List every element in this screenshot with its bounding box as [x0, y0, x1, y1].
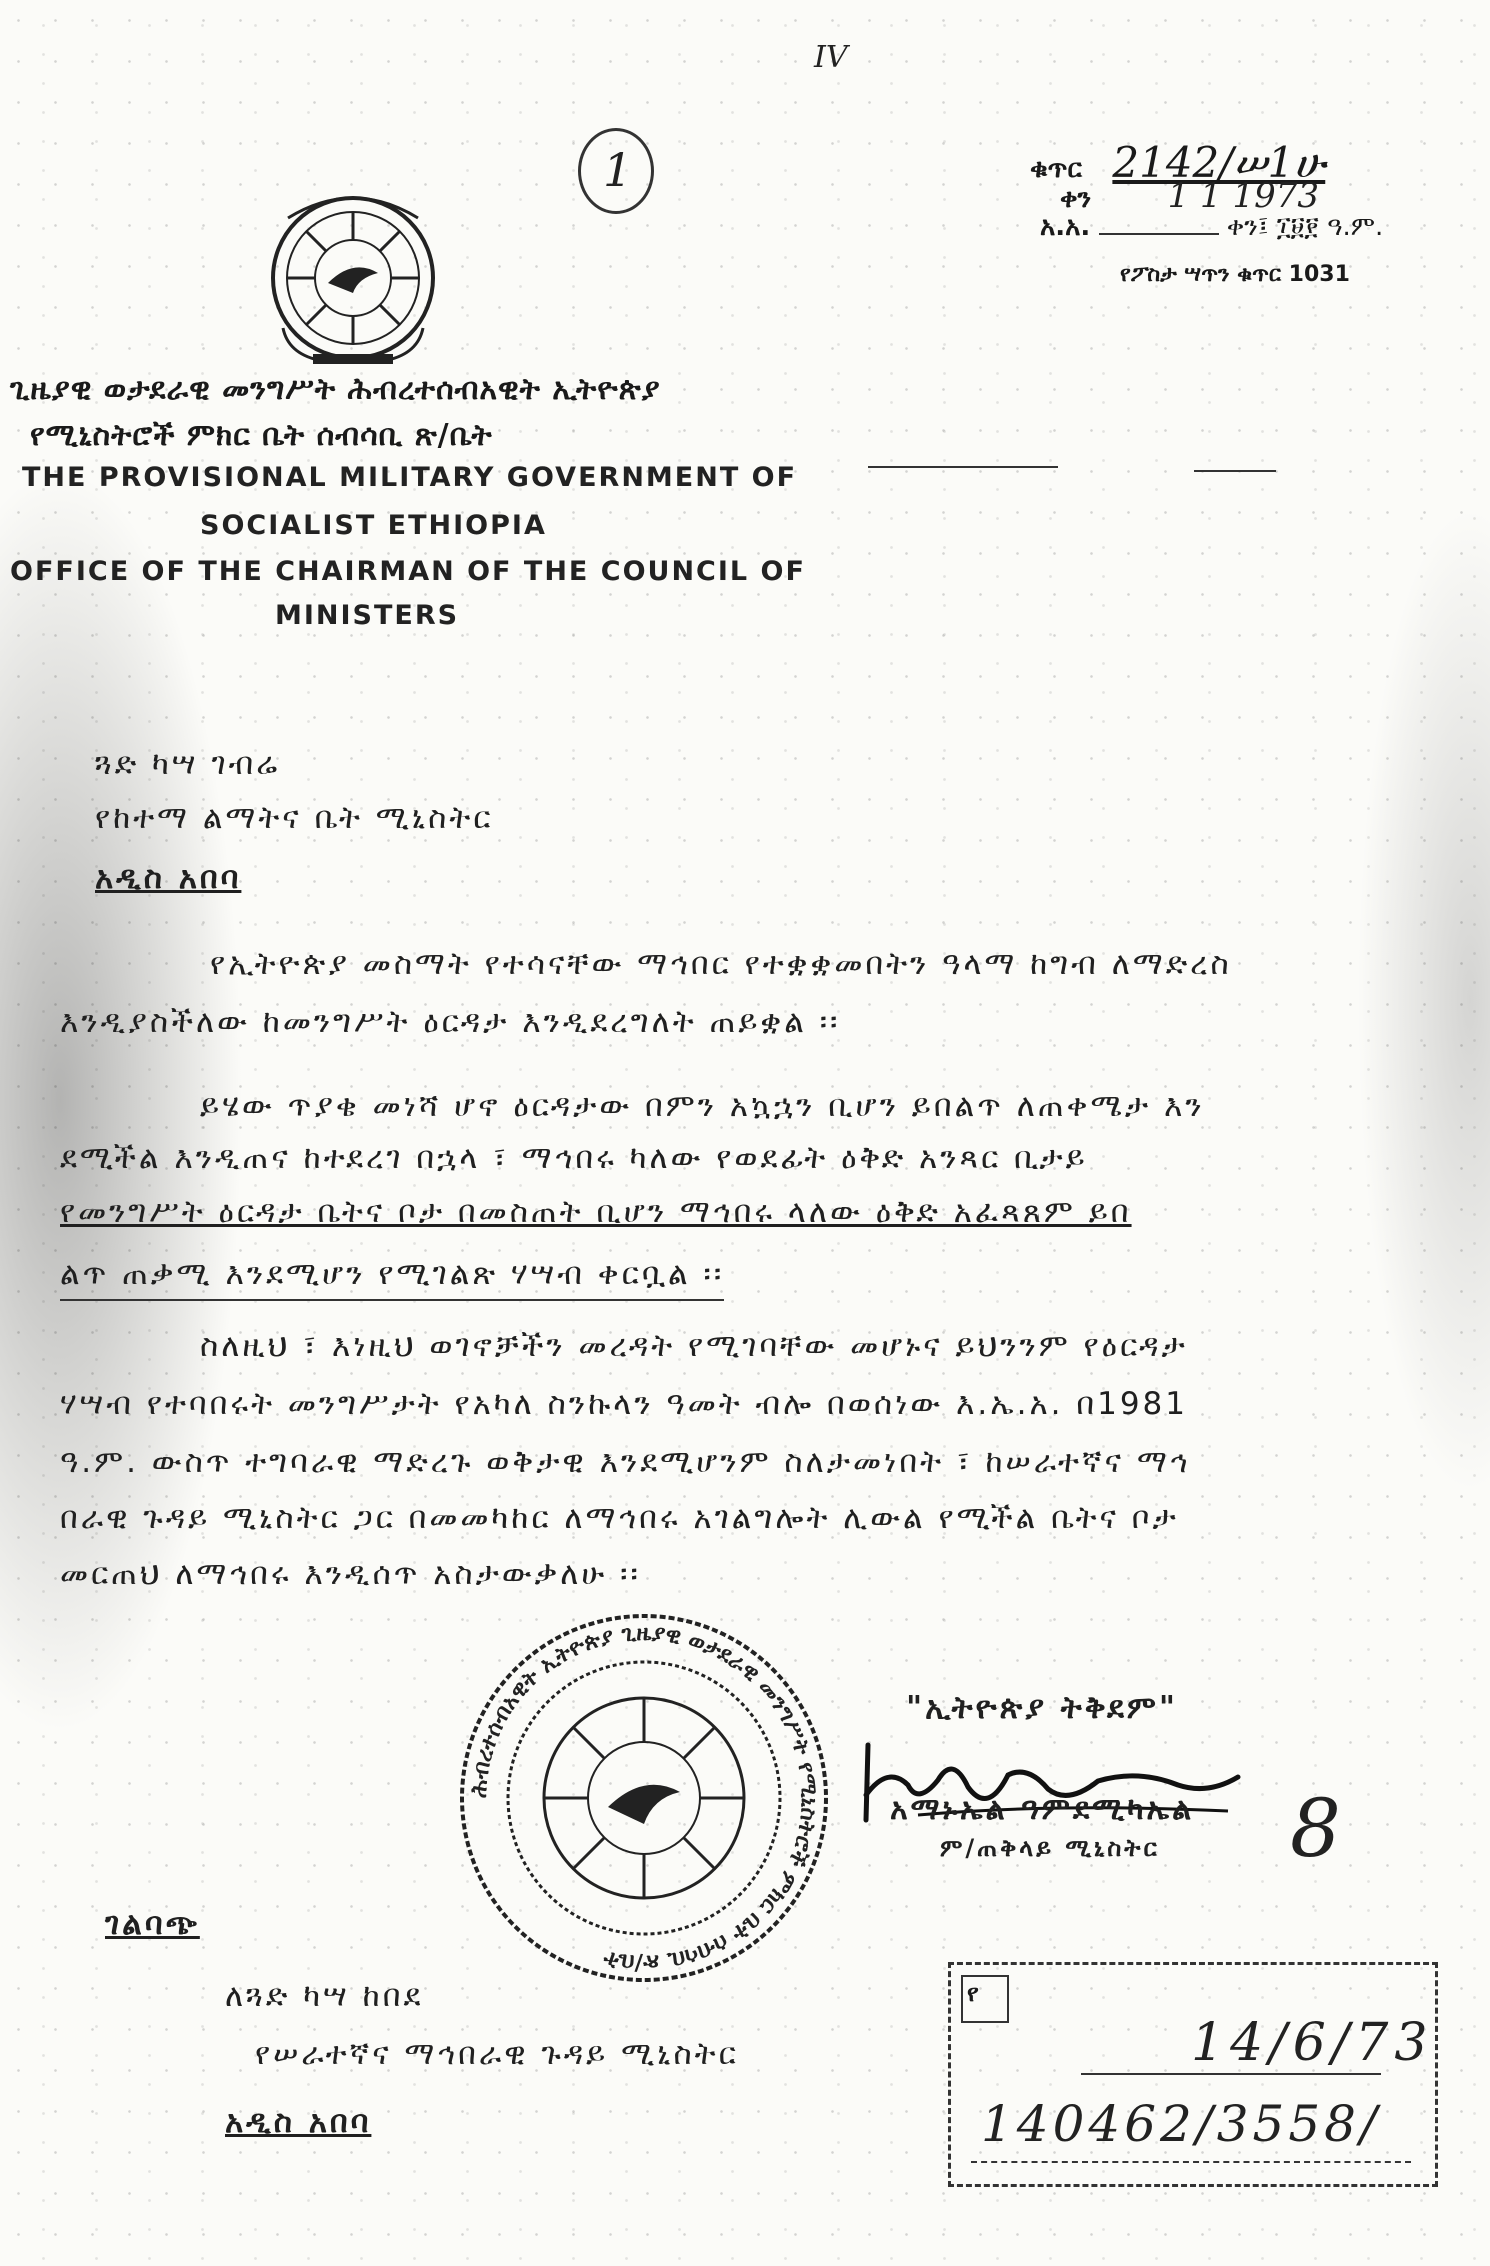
received-stamp-prefix: የ [967, 1979, 979, 2007]
signer-name: አማኑኤል ዓምደሚካኤል [890, 1792, 1195, 1827]
body-line-7: ስለዚህ ፣ እነዚህ ወገኖቻችን መረዳት የሚገባቸው መሆኑና ይህንንም የዕርዳታ [200, 1328, 1188, 1364]
body-line-4: ደሚችል እንዲጠና ከተደረገ በኋላ ፣ ማኅበሩ ካለው የወደፊት ዕቅድ አንጻር ቢታይ [60, 1140, 1088, 1176]
letterhead-rule-2 [1194, 470, 1276, 472]
letterhead-english-line1: THE PROVISIONAL MILITARY GOVERNMENT OF [22, 462, 798, 493]
reference-number-value: 2142/ሠ1ሁ [1112, 138, 1326, 187]
body-line-2: እንዲያስችለው ከመንግሥት ዕርዳታ እንዲደረግለት ጠይቋል ፡፡ [60, 1004, 841, 1040]
received-number: 140462/3558/ [981, 2095, 1381, 2153]
received-stamp [948, 1962, 1438, 2187]
reference-date-value: 1 1 1973 [1167, 176, 1320, 216]
body-line-6: ልጥ ጠቃሚ እንደሚሆን የሚገልጽ ሃሣብ ቀርቧል ፡፡ [60, 1256, 724, 1301]
closing-salutation: "ኢትዮጵያ ትቅደም" [906, 1690, 1179, 1726]
copy-name: ለጓድ ካሣ ከበደ [225, 1978, 424, 2014]
reference-date-row [1060, 176, 1319, 216]
reference-place-label: አ.አ. [1040, 212, 1091, 242]
reference-place-row [1040, 212, 1383, 243]
body-line-11: መርጠህ ለማኅበሩ እንዲሰጥ አስታውቃለሁ ፡፡ [60, 1556, 641, 1592]
body-line-10: በራዊ ጉዳይ ሚኒስትር ጋር በመመካከር ለማኅበሩ አገልግሎት ሊውል የሚችል ቤትና ቦታ [60, 1500, 1179, 1536]
body-line-3: ይሄው ጥያቄ መነሻ ሆኖ ዕርዳታው በምን አኳኋን ቢሆን ይበልጥ ለጠቀሜታ እን [200, 1088, 1205, 1124]
margin-number: 8 [1290, 1782, 1341, 1875]
circled-number-text: 1 [603, 143, 633, 197]
received-date: 14/6/73 [1191, 2013, 1434, 2073]
reference-date-line: ቀን፤ ፲፱፻ ዓ.ም. [1226, 212, 1384, 242]
government-crest-icon [258, 178, 448, 368]
addressee-city: አዲስ አበባ [95, 860, 242, 896]
po-box: የፖስታ ሣጥን ቁጥር 1031 [1120, 262, 1350, 287]
reference-number-label: ቁጥር [1030, 154, 1082, 184]
body-line-1: የኢትዮጵያ መስማት የተሳናቸው ማኅበር የተቋቋመበትን ዓላማ ከግብ ለማድረስ [210, 946, 1232, 982]
copy-city: አዲስ አበባ [225, 2104, 372, 2140]
signer-title: ም/ጠቅላይ ሚኒስትር [940, 1834, 1160, 1862]
circled-number [578, 128, 654, 214]
letterhead-rule-1 [868, 466, 1058, 468]
addressee-name: ጓድ ካሣ ገብሬ [95, 746, 281, 782]
top-mark: IV [814, 40, 848, 75]
received-date-rule [1081, 2073, 1381, 2075]
seal-icon [458, 1612, 830, 1984]
seal-ring-text: ሕብረተሰብአዊት ኢትዮጵያ ጊዜያዊ ወታደራዊ መንግሥት የሚኒስትሮች ምክር ቤት ሰብሳቢ ጽ/ቤት [466, 1620, 822, 1976]
copy-title: የሠራተኛና ማኅበራዊ ጉዳይ ሚኒስትር [255, 2036, 739, 2072]
official-seal-stamp [458, 1612, 830, 1984]
body-line-9: ዓ.ም. ውስጥ ተግባራዊ ማድረጉ ወቅታዊ እንደሚሆንም ስለታመነበት ፣ ከሠራተኛና ማኅ [60, 1444, 1191, 1480]
reference-date-label: ቀን [1060, 184, 1092, 214]
letterhead-english-line3: OFFICE OF THE CHAIRMAN OF THE COUNCIL OF [10, 556, 806, 587]
body-line-5: የመንግሥት ዕርዳታ ቤትና ቦታ በመስጠት ቢሆን ማኅበሩ ላለው ዕቅድ አፈጻጸም ይበ [60, 1194, 1132, 1230]
addressee-title: የከተማ ልማትና ቤት ሚኒስትር [95, 800, 494, 836]
letterhead-amharic-line1: ጊዜያዊ ወታደራዊ መንግሥት ሕብረተሰብአዊት ኢትዮጵያ [10, 372, 661, 407]
letterhead-amharic-line2: የሚኒስትሮች ምክር ቤት ሰብሳቢ ጽ/ቤት [30, 418, 493, 453]
letterhead-english-line4: MINISTERS [275, 600, 460, 631]
body-line-8: ሃሣብ የተባበሩት መንግሥታት የአካለ ስንኩላን ዓመት ብሎ በወሰነው እ.ኤ.አ. በ1981 [60, 1386, 1188, 1422]
received-number-rule [971, 2161, 1411, 2163]
letterhead-english-line2: SOCIALIST ETHIOPIA [200, 510, 547, 541]
copy-label: ገልባጭ [105, 1906, 200, 1942]
